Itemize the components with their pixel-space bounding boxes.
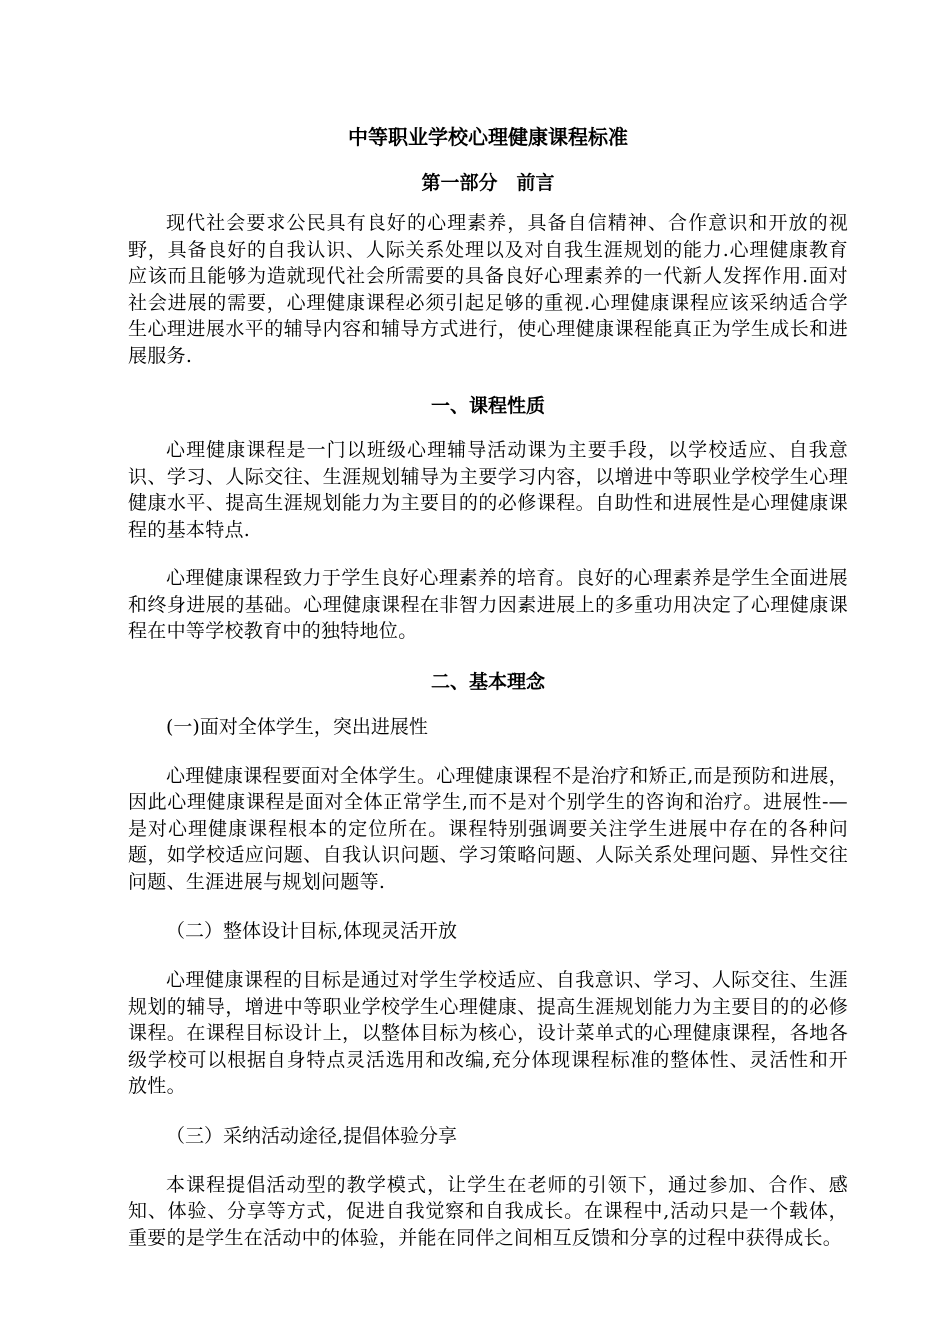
course-nature-paragraph: 心理健康课程致力于学生良好心理素养的培育。良好的心理素养是学生全面进展和终身进展的基础。心理健康课程在非智力因素进展上的多重功用决定了心理健康课程在中等学校教育中的独特地位。 [128, 567, 848, 642]
activity-approach-paragraph: 本课程提倡活动型的教学模式，让学生在老师的引领下，通过参加、合作、感知、体验、分享等方式，促进自我觉察和自我成长。在课程中,活动只是一个载体，重要的是学生在活动中的体验，并能在同伴之间相互反馈和分享的过程中获得成长。 [128, 1173, 848, 1249]
subheading-overall-design: （二）整体设计目标,体现灵活开放 [166, 920, 458, 942]
document-title: 中等职业学校心理健康课程标准 [348, 125, 628, 149]
overall-design-paragraph: 心理健康课程的目标是通过对学生学校适应、自我意识、学习、人际交往、生涯规划的辅导，增进中等职业学校学生心理健康、提高生涯规划能力为主要目的的必修课程。在课程目标设计上，以整体目标为核心，设计菜单式的心理健康课程，各地各级学校可以根据自身特点灵活选用和改编,充分体现课程标准的整体性、灵活性和开放性。 [128, 969, 848, 1097]
subheading-all-students: (一)面对全体学生，突出进展性 [166, 715, 428, 738]
document-body [128, 120, 848, 1273]
course-nature-paragraph: 心理健康课程是一门以班级心理辅导活动课为主要手段，以学校适应、自我意识、学习、人际交往、生涯规划辅导为主要学习内容，以增进中等职业学校学生心理健康水平、提高生涯规划能力为主要目的的必修课程。自助性和进展性是心理健康课程的基本特点. [128, 439, 848, 541]
section-heading-course-nature: 一、课程性质 [430, 395, 545, 417]
part-title: 第一部分 前言 [421, 172, 555, 194]
intro-paragraph: 现代社会要求公民具有良好的心理素养，具备自信精神、合作意识和开放的视野，具备良好的自我认识、人际关系处理以及对自我生涯规划的能力.心理健康教育应该而且能够为造就现代社会所需要的具备良好心理素养的一代新人发挥作用.面对社会进展的需要，心理健康课程必须引起足够的重视.心理健康课程应该采纳适合学生心理进展水平的辅导内容和辅导方式进行，使心理健康课程能真正为学生成长和进展服务. [128, 212, 848, 367]
subheading-activity-approach: （三）采纳活动途径,提倡体验分享 [166, 1124, 458, 1147]
section-heading-basic-concepts: 二、基本理念 [430, 670, 545, 693]
all-students-paragraph: 心理健康课程要面对全体学生。心理健康课程不是治疗和矫正,而是预防和进展，因此心理健康课程是面对全体正常学生,而不是对个别学生的咨询和治疗。进展性-—是对心理健康课程根本的定位所在。课程特别强调要关注学生进展中存在的各种问题，如学校适应问题、自我认识问题、学习策略问题、人际关系处理问题、异性交往问题、生涯进展与规划问题等. [128, 764, 848, 893]
